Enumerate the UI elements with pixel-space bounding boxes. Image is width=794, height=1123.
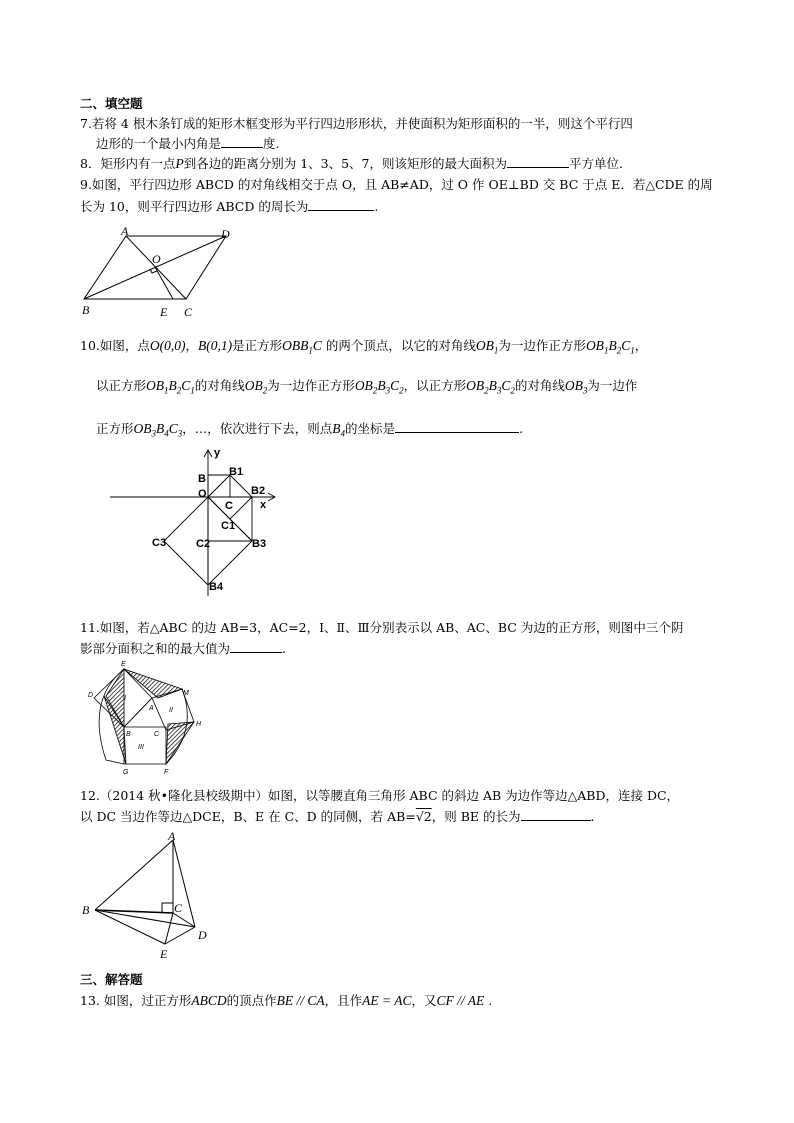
q9-label-b: B <box>82 303 90 317</box>
q10-label-b3: B3 <box>252 538 267 550</box>
q9-label-o: O <box>152 252 161 266</box>
q10-label-b4: B4 <box>209 581 224 593</box>
q11-label-h: H <box>196 721 202 728</box>
q10-label-b2: B2 <box>251 485 266 497</box>
q12-line1: 12.（2014 秋•隆化县校级期中）如图，以等腰直角三角形 ABC 的斜边 AB 为边作等边△ABD，连接 DC， <box>80 788 680 803</box>
q12-line2: 以 DC 当边作等边△DCE，B、E 在 C、D 的同侧，若 AB=√2，则 BE 的长为 . <box>80 809 595 824</box>
q12-label-e: E <box>160 947 168 961</box>
q8-answer-blank[interactable] <box>507 155 569 168</box>
q9-line1: 9.如图，平行四边形 ABCD 的对角线相交于点 O，且 AB≠AD，过 O 作 OE⊥BD 交 BC 于点 E．若△CDE 的周 <box>80 177 713 192</box>
q11-label-iii: III <box>138 744 144 751</box>
q11-line1: 11.如图，若△ABC 的边 AB=3，AC=2，Ⅰ、Ⅱ、Ⅲ分别表示以 AB、AC、BC 为边的正方形，则图中三个阴 <box>80 620 684 635</box>
q7-answer-blank[interactable] <box>221 135 263 148</box>
q11-label-d: D <box>88 692 94 699</box>
q11-label-f: F <box>164 769 169 776</box>
q12-label-a: A <box>168 829 176 843</box>
q13-line: 13. 如图，过正方形ABCD的顶点作BE // CA，且作AE = AC，又CF // AE . <box>80 993 493 1008</box>
q10-label-c3: C3 <box>152 537 167 549</box>
q9-answer-blank[interactable] <box>308 198 374 211</box>
q11-label-a: A <box>149 705 154 712</box>
q11-figure <box>86 660 216 780</box>
q10-label-b1: B1 <box>229 466 244 478</box>
q9-line2: 长为 10，则平行四边形 ABCD 的周长为 . <box>80 199 379 214</box>
q10-axis-x: x <box>260 499 267 511</box>
q9-label-a: A <box>121 224 129 238</box>
q10-line2: 以正方形$OB_1B_2C_1$的对角线$OB_2$为一边作正方形$OB_2B_3C_2$，以正方形$OB_2B_3C_2$的对角线$OB_3$为一边作 <box>96 378 638 396</box>
q10-line1: 10.如图，点O(0,0)，B(0,1)是正方形$OBB_1C$ 的两个顶点，以它的对角线$OB_1$为一边作正方形$OB_1B_2C_1$， <box>80 338 648 356</box>
q11-label-i: I <box>124 695 126 702</box>
q11-answer-blank[interactable] <box>230 640 282 653</box>
q11-label-ii: II <box>169 707 173 714</box>
q10-label-c1: C1 <box>221 520 236 532</box>
q7-line1: 7.若将 4 根木条钉成的矩形木框变形为平行四边形形状，并使面积为矩形面积的一半，则这个平行四 <box>80 116 633 131</box>
q9-figure <box>80 225 260 320</box>
q10-answer-blank[interactable] <box>395 420 519 433</box>
q7-line2: 边形的一个最小内角是 度. <box>96 136 280 151</box>
q8-line: 8．矩形内有一点P到各边的距离分别为 1、3、5、7，则该矩形的最大面积为 平方单位. <box>80 156 623 171</box>
q11-label-c: C <box>154 731 160 738</box>
section-heading: 二、填空题 <box>80 96 143 111</box>
q9-label-d: D <box>221 227 230 241</box>
q10-figure <box>110 448 290 598</box>
q10-line3: 正方形$OB_3B_4C_3$，…，依次进行下去，则点$B_4$的坐标是 . <box>96 421 524 439</box>
q12-label-b: B <box>82 903 90 917</box>
q9-label-c: C <box>184 305 193 319</box>
q10-label-b: B <box>198 473 206 485</box>
q11-label-m: M <box>183 690 189 697</box>
q12-label-d: D <box>198 928 207 942</box>
q10-axis-y: y <box>214 447 221 459</box>
q11-label-b: B <box>126 731 131 738</box>
q11-line2: 影部分面积之和的最大值为 . <box>80 641 286 656</box>
q12-figure <box>80 828 220 963</box>
q10-label-c2: C2 <box>196 538 211 550</box>
q12-label-c: C <box>174 901 183 915</box>
q12-answer-blank[interactable] <box>521 808 591 821</box>
q11-label-g: G <box>123 769 129 776</box>
q9-label-e: E <box>160 305 168 319</box>
q11-label-e: E <box>121 661 126 668</box>
section-heading-3: 三、解答题 <box>80 972 143 987</box>
q10-label-o: O <box>198 488 207 500</box>
q10-label-c: C <box>225 500 233 512</box>
